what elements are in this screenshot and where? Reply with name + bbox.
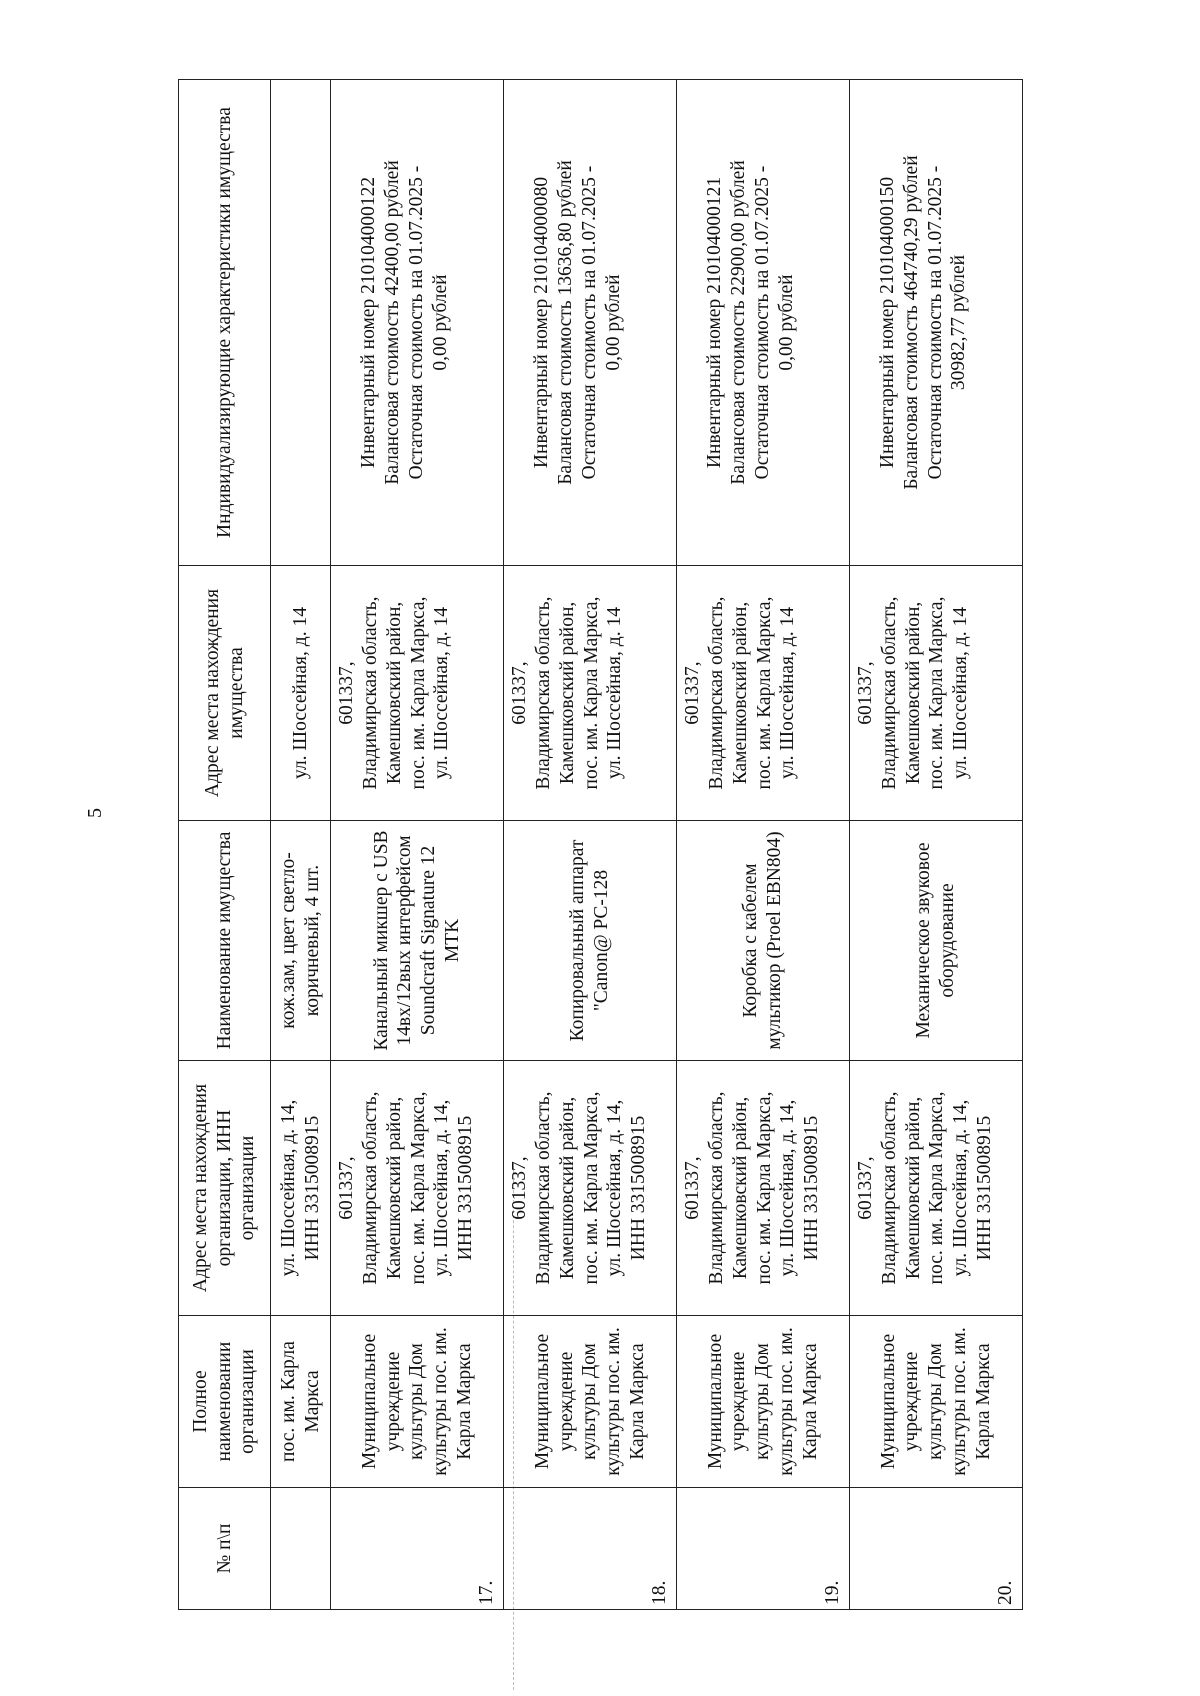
cell-property-name: Коробка с кабелем мультикор (Proel EBN804) bbox=[677, 821, 850, 1061]
property-table bbox=[178, 79, 1023, 1610]
property-address-line: ул. Шоссейная, д. 14 bbox=[431, 607, 453, 779]
org-address-line: пос. им. Карла Маркса, bbox=[926, 1091, 948, 1285]
header-org-name: Полное наименовании организации bbox=[179, 1316, 271, 1488]
property-address-line: 601337, bbox=[855, 661, 877, 725]
cell-org-address bbox=[677, 1061, 850, 1316]
table-row bbox=[331, 80, 504, 1610]
characteristics-line: Инвентарный номер 210104000122 bbox=[358, 176, 380, 469]
page-number: 5 bbox=[84, 808, 106, 818]
characteristics-line: Инвентарный номер 210104000080 bbox=[531, 176, 553, 469]
table-header-row bbox=[179, 80, 271, 1610]
org-address-line: пос. им. Карла Маркса, bbox=[753, 1091, 775, 1285]
characteristics-line: Инвентарный номер 210104000150 bbox=[877, 176, 899, 469]
org-address-line: 601337, bbox=[509, 1156, 531, 1220]
header-org-address: Адрес места нахождения организации, ИНН организации bbox=[179, 1061, 271, 1316]
cell-characteristics bbox=[271, 80, 331, 566]
property-address-line: Камешковский район, bbox=[383, 601, 405, 785]
cell-num bbox=[271, 1488, 331, 1610]
org-address-line: Владимирская область, bbox=[705, 1091, 727, 1285]
cell-num: 19. bbox=[677, 1488, 850, 1610]
cell-property-address bbox=[331, 566, 504, 821]
cell-org-name: пос. им. Карла Маркса bbox=[271, 1316, 331, 1488]
org-address-line: Камешковский район, bbox=[556, 1096, 578, 1280]
property-address-line: Камешковский район, bbox=[902, 601, 924, 785]
cell-property-address bbox=[504, 566, 677, 821]
table-row bbox=[504, 80, 677, 1610]
characteristics-line: 30982,77 рублей bbox=[948, 254, 970, 391]
org-address-line: 601337, bbox=[855, 1156, 877, 1220]
cell-property-name: кож.зам, цвет светло-коричневый, 4 шт. bbox=[271, 821, 331, 1061]
cell-property-address: ул. Шоссейная, д. 14 bbox=[271, 566, 331, 821]
org-address-line: 601337, bbox=[682, 1156, 704, 1220]
characteristics-line: Остаточная стоимость на 01.07.2025 - bbox=[578, 165, 600, 480]
cell-property-name: Механическое звуковое оборудование bbox=[850, 821, 1023, 1061]
characteristics-line: 0,00 рублей bbox=[429, 274, 451, 371]
cell-org-name: Муниципальное учреждение культуры Дом культуры пос. им. Карла Маркса bbox=[850, 1316, 1023, 1488]
cell-property-name: Копировальный аппарат "Canon@ PC-128 bbox=[504, 821, 677, 1061]
org-address-line: Камешковский район, bbox=[729, 1096, 751, 1280]
org-address-line: ул. Шоссейная, д. 14, bbox=[777, 1099, 799, 1277]
header-characteristics: Индивидуализирующие характеристики имущества bbox=[179, 80, 271, 566]
address-line: ИНН 3315008915 bbox=[301, 1115, 323, 1261]
characteristics-line: Балансовая стоимость 42400,00 рублей bbox=[382, 160, 404, 485]
cell-property-name: Канальный микшер с USB 14вх/12вых интерфейсом Soundcraft Signature 12 MTK bbox=[331, 821, 504, 1061]
org-address-line: Владимирская область, bbox=[533, 1091, 555, 1285]
property-address-line: Владимирская область, bbox=[360, 596, 382, 790]
cell-characteristics bbox=[677, 80, 850, 566]
property-address-line: 601337, bbox=[682, 661, 704, 725]
property-address-line: Владимирская область, bbox=[878, 596, 900, 790]
table-rows bbox=[331, 80, 1023, 1610]
property-address-line: ул. Шоссейная, д. 14 bbox=[604, 607, 626, 779]
cell-org-name: Муниципальное учреждение культуры Дом культуры пос. им. Карла Маркса bbox=[504, 1316, 677, 1488]
org-address-line: пос. им. Карла Маркса, bbox=[407, 1091, 429, 1285]
org-address-line: ул. Шоссейная, д. 14, bbox=[431, 1099, 453, 1277]
header-property-address: Адрес места нахождения имущества bbox=[179, 566, 271, 821]
property-address-line: пос. им. Карла Маркса, bbox=[926, 596, 948, 790]
org-address-line: ИНН 3315008915 bbox=[801, 1115, 823, 1261]
cell-num: 20. bbox=[850, 1488, 1023, 1610]
org-address-line: ул. Шоссейная, д. 14, bbox=[950, 1099, 972, 1277]
cell-org-address bbox=[271, 1061, 331, 1316]
characteristics-line: Балансовая стоимость 464740,29 рублей bbox=[900, 155, 922, 490]
table-row bbox=[677, 80, 850, 1610]
org-address-line: ИНН 3315008915 bbox=[628, 1115, 650, 1261]
cell-property-address bbox=[677, 566, 850, 821]
cell-characteristics bbox=[504, 80, 677, 566]
characteristics-line: Остаточная стоимость на 01.07.2025 - bbox=[405, 165, 427, 480]
org-address-line: ИНН 3315008915 bbox=[455, 1115, 477, 1261]
property-address-line: Камешковский район, bbox=[556, 601, 578, 785]
property-address-line: Владимирская область, bbox=[705, 596, 727, 790]
characteristics-line: Балансовая стоимость 22900,00 рублей bbox=[727, 160, 749, 485]
org-address-line: ул. Шоссейная, д. 14, bbox=[604, 1099, 626, 1277]
cell-org-address bbox=[850, 1061, 1023, 1316]
characteristics-line: 0,00 рублей bbox=[775, 274, 797, 371]
property-address-line: ул. Шоссейная, д. 14 bbox=[777, 607, 799, 779]
org-address-line: ИНН 3315008915 bbox=[973, 1115, 995, 1261]
org-address-line: 601337, bbox=[336, 1156, 358, 1220]
cell-num: 17. bbox=[331, 1488, 504, 1610]
characteristics-line: Инвентарный номер 210104000121 bbox=[704, 176, 726, 469]
cell-org-address bbox=[331, 1061, 504, 1316]
cell-property-address bbox=[850, 566, 1023, 821]
cell-org-address bbox=[504, 1061, 677, 1316]
header-property-name: Наименование имущества bbox=[179, 821, 271, 1061]
cell-org-name: Муниципальное учреждение культуры Дом культуры пос. им. Карла Маркса bbox=[331, 1316, 504, 1488]
table-row bbox=[850, 80, 1023, 1610]
org-address-line: Камешковский район, bbox=[383, 1096, 405, 1280]
header-num: № п\п bbox=[179, 1488, 271, 1610]
property-address-line: ул. Шоссейная, д. 14 bbox=[950, 607, 972, 779]
cell-characteristics bbox=[331, 80, 504, 566]
org-address-line: Владимирская область, bbox=[360, 1091, 382, 1285]
characteristics-line: Балансовая стоимость 13636,80 рублей bbox=[555, 160, 577, 485]
property-address-line: Камешковский район, bbox=[729, 601, 751, 785]
cell-num: 18. bbox=[504, 1488, 677, 1610]
property-address-line: пос. им. Карла Маркса, bbox=[580, 596, 602, 790]
address-line: ул. Шоссейная, д. 14, bbox=[277, 1099, 299, 1277]
org-address-line: пос. им. Карла Маркса, bbox=[580, 1091, 602, 1285]
property-address-line: пос. им. Карла Маркса, bbox=[407, 596, 429, 790]
cell-characteristics bbox=[850, 80, 1023, 566]
org-address-line: Владимирская область, bbox=[878, 1091, 900, 1285]
table-row-continuation bbox=[271, 80, 331, 1610]
cell-org-name: Муниципальное учреждение культуры Дом культуры пос. им. Карла Маркса bbox=[677, 1316, 850, 1488]
characteristics-line: Остаточная стоимость на 01.07.2025 - bbox=[751, 165, 773, 480]
characteristics-line: 0,00 рублей bbox=[602, 274, 624, 371]
rotated-table-container bbox=[178, 80, 1023, 1610]
property-address-line: 601337, bbox=[509, 661, 531, 725]
property-address-line: Владимирская область, bbox=[533, 596, 555, 790]
org-address-line: Камешковский район, bbox=[902, 1096, 924, 1280]
property-address-line: пос. им. Карла Маркса, bbox=[753, 596, 775, 790]
property-address-line: 601337, bbox=[336, 661, 358, 725]
characteristics-line: Остаточная стоимость на 01.07.2025 - bbox=[924, 165, 946, 480]
